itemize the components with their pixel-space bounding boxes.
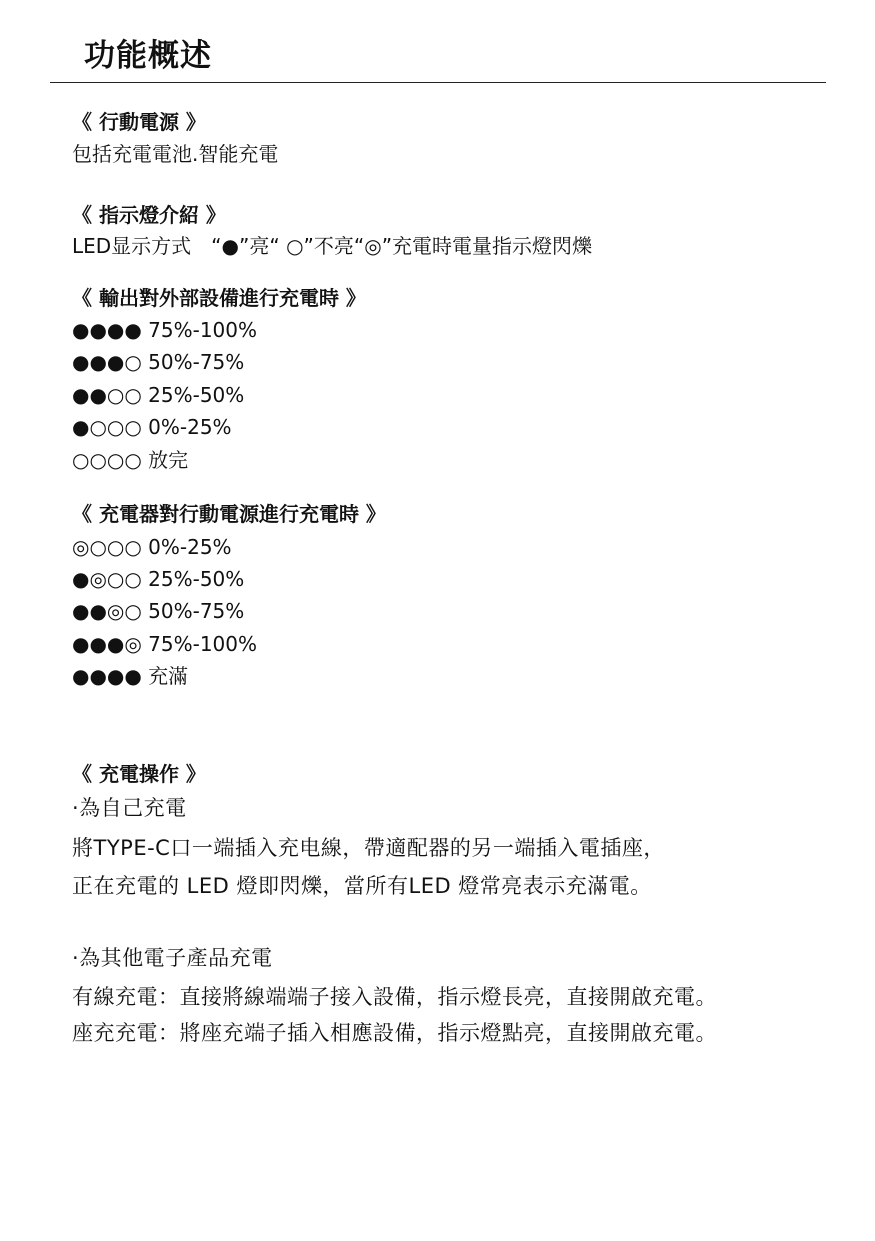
wired-charge-line: 有線充電：直接將線端端子接入設備，指示燈長亮，直接開啟充電。 (72, 985, 717, 1009)
output-heading: 《 輸出對外部設備進行充電時 》 (72, 286, 366, 310)
input-row: ●●●◎ 75%-100% (72, 632, 258, 656)
output-row: ●●○○ 25%-50% (72, 383, 245, 407)
other-charge-title: ·為其他電子產品充電 (72, 946, 273, 970)
input-row: ◎○○○ 0%-25% (72, 535, 232, 559)
operation-heading: 《 充電操作 》 (72, 762, 206, 786)
output-row: ●●●○ 50%-75% (72, 350, 245, 374)
indicator-text: LED显示方式 “●”亮“ ○”不亮“◎”充電時電量指示燈閃爍 (72, 234, 593, 258)
self-charge-line: 將TYPE-C口一端插入充电線，帶適配器的另一端插入電插座， (72, 836, 665, 860)
input-row: ●◎○○ 25%-50% (72, 567, 245, 591)
input-row: ●●◎○ 50%-75% (72, 599, 245, 623)
self-charge-title: ·為自己充電 (72, 796, 187, 820)
self-charge-line: 正在充電的 LED 燈即閃爍，當所有LED 燈常亮表示充滿電。 (72, 874, 652, 898)
power-bank-heading: 《 行動電源 》 (72, 110, 206, 134)
output-row: ●●●● 75%-100% (72, 318, 258, 342)
output-row: ○○○○ 放完 (72, 448, 189, 472)
input-heading: 《 充電器對行動電源進行充電時 》 (72, 502, 386, 526)
dock-charge-line: 座充充電：將座充端子插入相應設備，指示燈點亮，直接開啟充電。 (72, 1021, 717, 1045)
output-row: ●○○○ 0%-25% (72, 415, 232, 439)
input-row: ●●●● 充滿 (72, 664, 189, 688)
title-divider (50, 82, 826, 83)
indicator-heading: 《 指示燈介紹 》 (72, 203, 226, 227)
power-bank-text: 包括充電電池.智能充電 (72, 142, 279, 166)
page-title: 功能概述 (84, 38, 212, 74)
